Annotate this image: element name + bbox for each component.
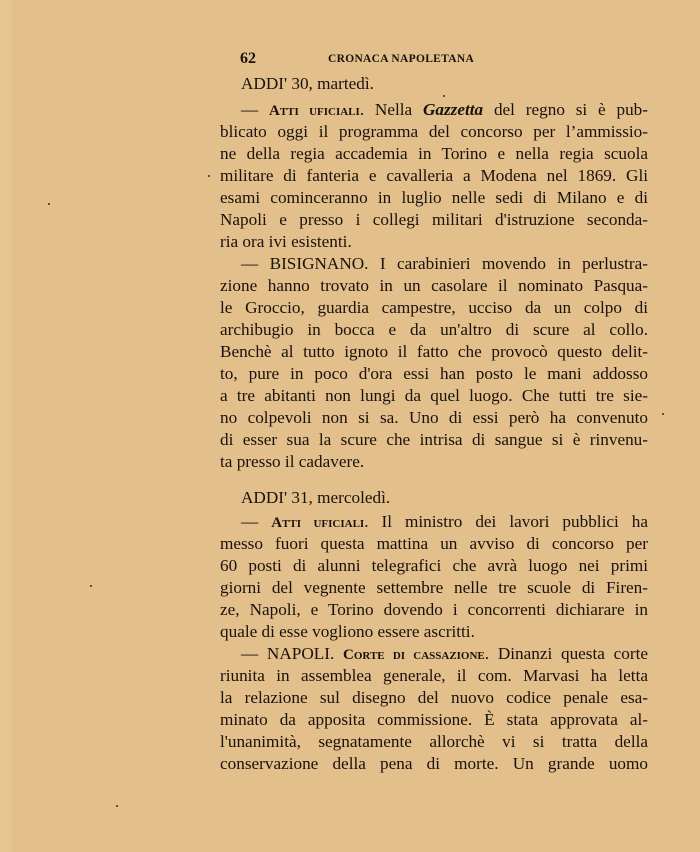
text-run: . Dinanzi questa corte (484, 644, 648, 663)
dash: — (241, 512, 272, 531)
text-line (241, 643, 648, 665)
text-run: del regno si è pub- (483, 100, 648, 119)
page-edge (0, 0, 12, 852)
text-line: giorni del vegnente settembre nelle tre scuole di Firen- (220, 578, 648, 597)
text-line: la relazione sul disegno del nuovo codice penale esa- (220, 688, 648, 707)
text-line: ria ora ivi esistenti. (220, 232, 352, 251)
date-text: ADDI' 30, martedì. (241, 74, 374, 93)
running-head: CRONACA NAPOLETANA (328, 53, 475, 65)
text-line: militare di fanteria e cavalleria a Modena nel 1869. Gli (220, 166, 648, 185)
text-line: blicato oggi il programma del concorso per l’ammissio- (220, 122, 648, 141)
text-line: 60 posti di alunni telegrafici che avrà luogo nei primi (220, 556, 648, 575)
section-date (241, 73, 648, 95)
section-date (241, 487, 648, 509)
text-line: Benchè al tutto ignoto il fatto che provocò questo delit- (220, 342, 648, 361)
page-number: 62 (240, 50, 256, 67)
rubric: Atti uficiali (271, 515, 365, 531)
text-line: — BISIGNANO. I carabinieri movendo in perlustra- (241, 254, 648, 273)
text-line: ta presso il cadavere. (220, 452, 365, 471)
text-line: no colpevoli non si sa. Uno di essi però ha convenuto (220, 408, 648, 427)
text-line: to, pure in poco d'ora essi han posto le mani addosso (220, 364, 648, 383)
text-run: . Nella (359, 100, 423, 119)
rubric: Corte di cassazione (343, 647, 485, 663)
scan-speck (90, 585, 92, 587)
scan-speck (443, 95, 445, 97)
text-line: a tre abitanti non lungi da quel luogo. Che tutti tre sie- (220, 386, 648, 405)
text-line: conservazione della pena di morte. Un grande uomo (220, 754, 648, 773)
text-line: di esser sua la scure che intrisa di sangue si è rinvenu- (220, 430, 648, 449)
text-line: zione hanno trovato in un casolare il nominato Pasqua- (220, 276, 648, 295)
text-line: l'unanimità, segnatamente allorchè vi si tratta della (220, 732, 648, 751)
text-line (241, 99, 648, 121)
italic-title: Gazzetta (422, 100, 484, 119)
dash-place: — NAPOLI. (241, 644, 343, 663)
text-line: riunita in assemblea generale, il com. Marvasi ha letta (220, 666, 648, 685)
scan-speck (116, 805, 118, 807)
text-line: archibugio in bocca e da un'altro di scure al collo. (220, 320, 648, 339)
scan-speck (662, 413, 664, 415)
text-line: esami cominceranno in luglio nelle sedi di Milano e di (220, 188, 648, 207)
text-line (241, 511, 648, 533)
text-line: ne della regia accademia in Torino e nella regia scuola (220, 144, 648, 163)
scan-speck (208, 175, 210, 177)
text-line: le Groccio, guardia campestre, ucciso da un colpo di (220, 298, 648, 317)
scan-speck (48, 203, 50, 205)
text-line: quale di esse vogliono essere ascritti. (220, 622, 475, 641)
text-line: minato da apposita commissione. È stata approvata al- (220, 710, 648, 729)
rubric: Atti uficiali (269, 103, 360, 119)
text-line: messo fuori questa mattina un avviso di concorso per (220, 534, 648, 553)
date-text: ADDI' 31, mercoledì. (241, 488, 391, 507)
page-header (240, 50, 660, 70)
text-run: . Il ministro dei lavori pubblici ha (364, 512, 648, 531)
text-line: Napoli e presso i collegi militari d'istruzione seconda- (220, 210, 648, 229)
text-line: ze, Napoli, e Torino dovendo i concorrenti dichiarare in (220, 600, 648, 619)
dash: — (241, 100, 270, 119)
